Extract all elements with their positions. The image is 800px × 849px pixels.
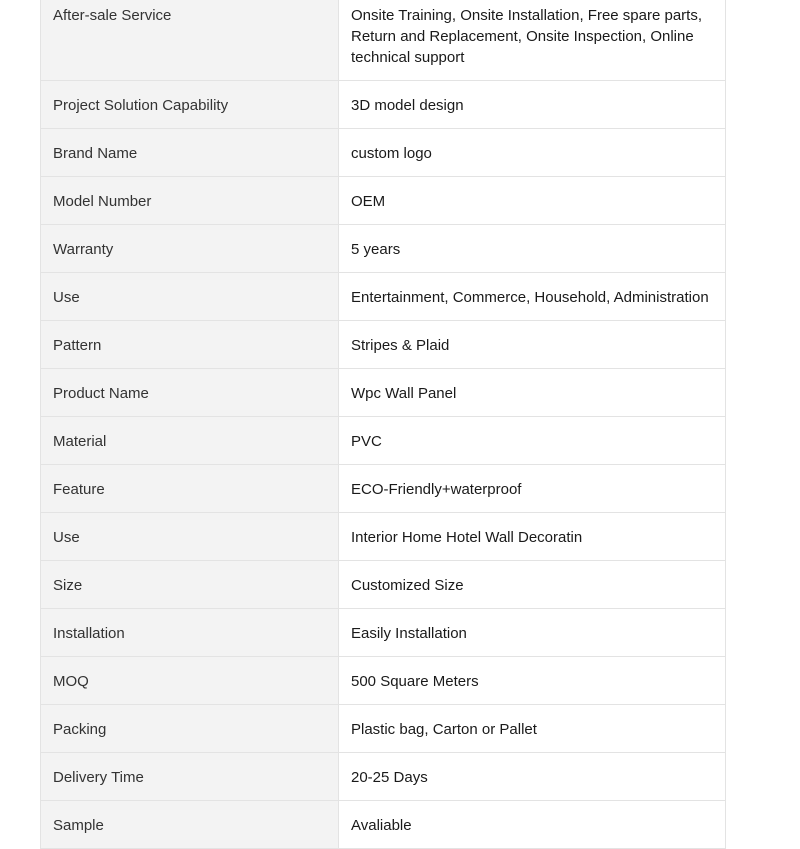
spec-label: Pattern	[41, 321, 339, 369]
spec-label: Sample	[41, 801, 339, 849]
spec-row	[41, 225, 726, 273]
spec-label: Brand Name	[41, 129, 339, 177]
spec-value: OEM	[339, 177, 726, 225]
spec-table-body	[41, 0, 726, 849]
spec-label: Product Name	[41, 369, 339, 417]
spec-label: Model Number	[41, 177, 339, 225]
spec-row	[41, 369, 726, 417]
spec-row	[41, 417, 726, 465]
spec-label: Warranty	[41, 225, 339, 273]
spec-value: custom logo	[339, 129, 726, 177]
spec-value: PVC	[339, 417, 726, 465]
spec-label: Feature	[41, 465, 339, 513]
spec-label: Use	[41, 273, 339, 321]
spec-value: 3D model design	[339, 81, 726, 129]
spec-label: After-sale Service	[41, 0, 339, 81]
spec-row	[41, 321, 726, 369]
spec-label: Project Solution Capability	[41, 81, 339, 129]
spec-row	[41, 177, 726, 225]
spec-value: 20-25 Days	[339, 753, 726, 801]
spec-row	[41, 561, 726, 609]
spec-row	[41, 81, 726, 129]
spec-value: Plastic bag, Carton or Pallet	[339, 705, 726, 753]
spec-value: Avaliable	[339, 801, 726, 849]
spec-value: Customized Size	[339, 561, 726, 609]
spec-label: Size	[41, 561, 339, 609]
product-spec-table	[40, 0, 726, 849]
spec-row	[41, 705, 726, 753]
spec-value: Onsite Training, Onsite Installation, Free spare parts, Return and Replacement, Onsite Inspection, Online technical support	[339, 0, 726, 81]
spec-value: 5 years	[339, 225, 726, 273]
spec-value: 500 Square Meters	[339, 657, 726, 705]
spec-value: ECO-Friendly+waterproof	[339, 465, 726, 513]
spec-row	[41, 129, 726, 177]
spec-value: Stripes & Plaid	[339, 321, 726, 369]
spec-row	[41, 465, 726, 513]
spec-label: MOQ	[41, 657, 339, 705]
spec-value: Interior Home Hotel Wall Decoratin	[339, 513, 726, 561]
spec-label: Delivery Time	[41, 753, 339, 801]
spec-row	[41, 0, 726, 81]
spec-value: Easily Installation	[339, 609, 726, 657]
spec-row	[41, 273, 726, 321]
spec-row	[41, 753, 726, 801]
spec-value: Wpc Wall Panel	[339, 369, 726, 417]
spec-row	[41, 657, 726, 705]
spec-label: Installation	[41, 609, 339, 657]
spec-label: Packing	[41, 705, 339, 753]
spec-row	[41, 609, 726, 657]
spec-row	[41, 513, 726, 561]
spec-value: Entertainment, Commerce, Household, Administration	[339, 273, 726, 321]
spec-label: Material	[41, 417, 339, 465]
spec-label: Use	[41, 513, 339, 561]
spec-row	[41, 801, 726, 849]
